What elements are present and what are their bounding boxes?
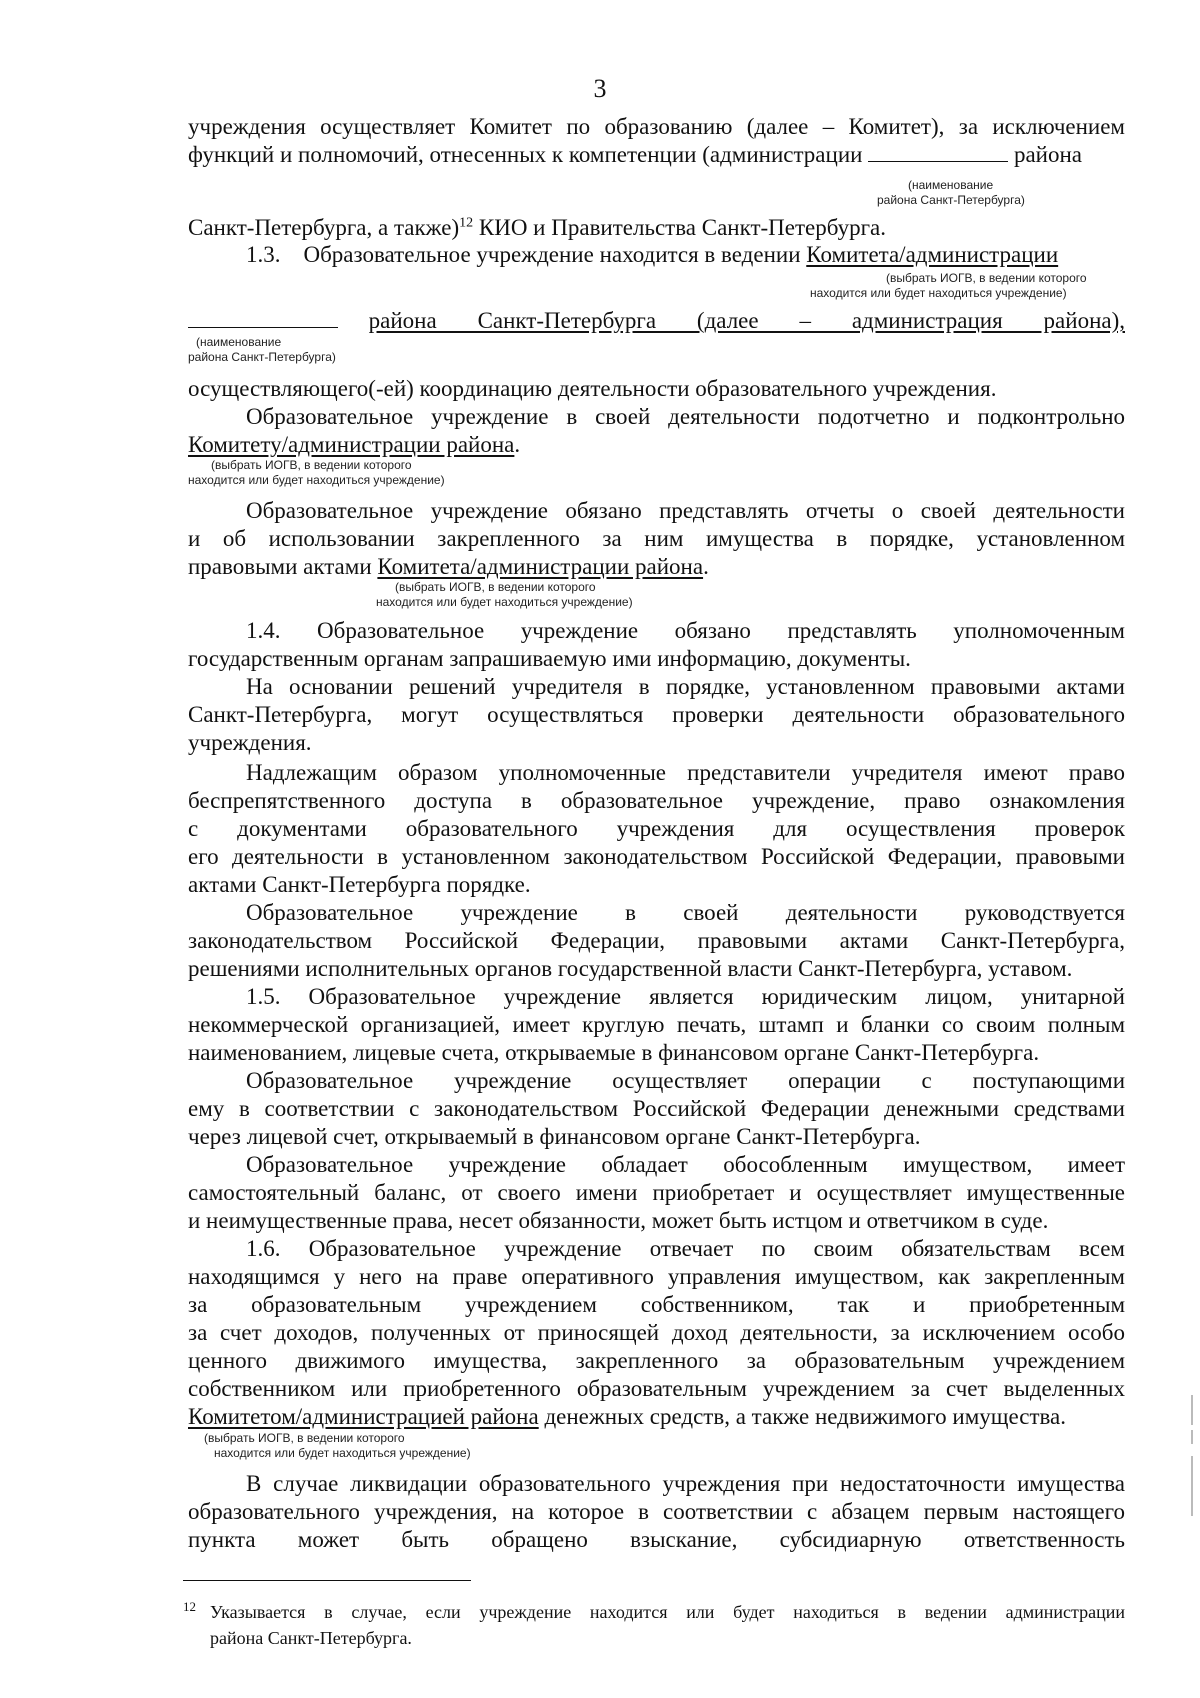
paragraph-line: учреждения. [188, 730, 312, 755]
field-note: находится или будет находиться учреждение) [376, 595, 633, 609]
footnote-text: Указывается в случае, если учреждение находится или будет находиться в ведении администрации [210, 1602, 1125, 1622]
paragraph-line: Образовательное учреждение в своей деятельности руководствуется [246, 900, 1125, 925]
paragraph-line: Надлежащим образом уполномоченные представители учредителя имеют право [246, 760, 1125, 785]
paragraph-line: Образовательное учреждение обязано представлять отчеты о своей деятельности [246, 498, 1125, 523]
field-note: (наименование [908, 178, 994, 192]
paragraph-line: законодательством Российской Федерации, правовыми актами Санкт-Петербурга, [188, 928, 1125, 953]
paragraph-line: Комитетом/администрацией района денежных средств, а также недвижимого имущества. [188, 1404, 1067, 1429]
paragraph-line: 1.3. Образовательное учреждение находится в ведении Комитета/администрации [246, 242, 1059, 267]
field-note: (выбрать ИОГВ, в ведении которого [204, 1431, 405, 1445]
field-note: (выбрать ИОГВ, в ведении которого [395, 580, 596, 594]
field-note: находится или будет находиться учреждение) [188, 473, 445, 487]
paragraph-line: 1.4. Образовательное учреждение обязано представлять уполномоченным [246, 618, 1125, 643]
paragraph-line: 1.5. Образовательное учреждение является юридическим лицом, унитарной [246, 984, 1125, 1009]
paragraph-line: На основании решений учредителя в порядке, установленном правовыми актами [246, 674, 1125, 699]
paragraph-line: и об использовании закрепленного за ним имущества в порядке, установленном [188, 526, 1125, 551]
paragraph-line: образовательного учреждения, на которое в соответствии с абзацем первым настоящего [188, 1499, 1125, 1524]
footnote-ref: 12 [459, 215, 474, 231]
paragraph-line: беспрепятственного доступа в образовательное учреждение, право ознакомления [188, 788, 1125, 813]
paragraph-line: учреждения осуществляет Комитет по образованию (далее – Комитет), за исключением [188, 114, 1125, 139]
paragraph-line: через лицевой счет, открываемый в финансовом органе Санкт-Петербурга. [188, 1124, 921, 1149]
page-number: 3 [593, 74, 607, 103]
paragraph-line: актами Санкт-Петербурга порядке. [188, 872, 531, 897]
paragraph-line: его деятельности в установленном законодательством Российской Федерации, правовыми [188, 844, 1125, 869]
scan-edge-mark [1191, 1456, 1193, 1516]
paragraph-line: за счет доходов, полученных от приносящей доход деятельности, за исключением особо [188, 1320, 1125, 1345]
paragraph-line: Образовательное учреждение в своей деятельности подотчетно и подконтрольно [246, 404, 1125, 429]
field-note: (выбрать ИОГВ, в ведении которого [211, 458, 412, 472]
paragraph-line: Образовательное учреждение обладает обособленным имуществом, имеет [246, 1152, 1125, 1177]
paragraph-line: Образовательное учреждение осуществляет операции с поступающими [246, 1068, 1125, 1093]
field-note: (выбрать ИОГВ, в ведении которого [886, 271, 1087, 285]
paragraph-line: Санкт-Петербурга, могут осуществляться проверки деятельности образовательного [188, 702, 1125, 727]
paragraph-line: с документами образовательного учреждения для осуществления проверок [188, 816, 1125, 841]
paragraph-line: решениями исполнительных органов государственной власти Санкт-Петербурга, уставом. [188, 956, 1073, 981]
paragraph-line: государственным органам запрашиваемую ими информацию, документы. [188, 646, 911, 671]
field-note: находится или будет находиться учреждение) [214, 1446, 471, 1460]
footnote-number: 12 [183, 1599, 196, 1614]
paragraph-line: В случае ликвидации образовательного учреждения при недостаточности имущества [246, 1471, 1125, 1496]
paragraph-line: находящимся у него на праве оперативного управления имуществом, как закрепленным [188, 1264, 1125, 1289]
paragraph-line: за образовательным учреждением собственником, так и приобретенным [188, 1292, 1125, 1317]
paragraph-line: Комитету/администрации района. [188, 432, 521, 457]
paragraph-line: и неимущественные права, несет обязанности, может быть истцом и ответчиком в суде. [188, 1208, 1049, 1233]
footnote-text: района Санкт-Петербурга. [210, 1628, 412, 1648]
paragraph-line: пункта может быть обращено взыскание, субсидиарную ответственность [188, 1527, 1125, 1552]
paragraph-line: функций и полномочий, отнесенных к компетенции (администрации района [188, 142, 1082, 167]
paragraph-line: правовыми актами Комитета/администрации района. [188, 554, 709, 579]
paragraph-line: ему в соответствии с законодательством Российской Федерации денежными средствами [188, 1096, 1125, 1121]
footnote-separator [183, 1580, 471, 1581]
paragraph-line: ценного движимого имущества, закрепленного за образовательным учреждением [188, 1348, 1125, 1373]
paragraph-line: Санкт-Петербурга, а также)$^{12}$ КИО и Правительства Санкт-Петербурга. [188, 215, 886, 240]
field-note: района Санкт-Петербурга) [877, 193, 1025, 207]
field-note: (наименование [196, 335, 282, 349]
paragraph-line: осуществляющего(-ей) координацию деятельности образовательного учреждения. [188, 376, 997, 401]
paragraph-line: наименованием, лицевые счета, открываемые в финансовом органе Санкт-Петербурга. [188, 1040, 1040, 1065]
paragraph-line: некоммерческой организацией, имеет круглую печать, штамп и бланки со своим полным [188, 1012, 1125, 1037]
paragraph-line: 1.6. Образовательное учреждение отвечает по своим обязательствам всем [246, 1236, 1125, 1261]
field-note: находится или будет находиться учреждение) [810, 286, 1067, 300]
paragraph-line: собственником или приобретенного образовательным учреждением за счет выделенных [188, 1376, 1125, 1401]
scan-edge-mark [1191, 1430, 1193, 1444]
paragraph-line: района Санкт-Петербурга (далее – администрация района), [188, 307, 1125, 335]
field-note: района Санкт-Петербурга) [188, 350, 336, 364]
scan-edge-mark [1191, 1395, 1193, 1425]
paragraph-line: самостоятельный баланс, от своего имени приобретает и осуществляет имущественные [188, 1180, 1125, 1205]
